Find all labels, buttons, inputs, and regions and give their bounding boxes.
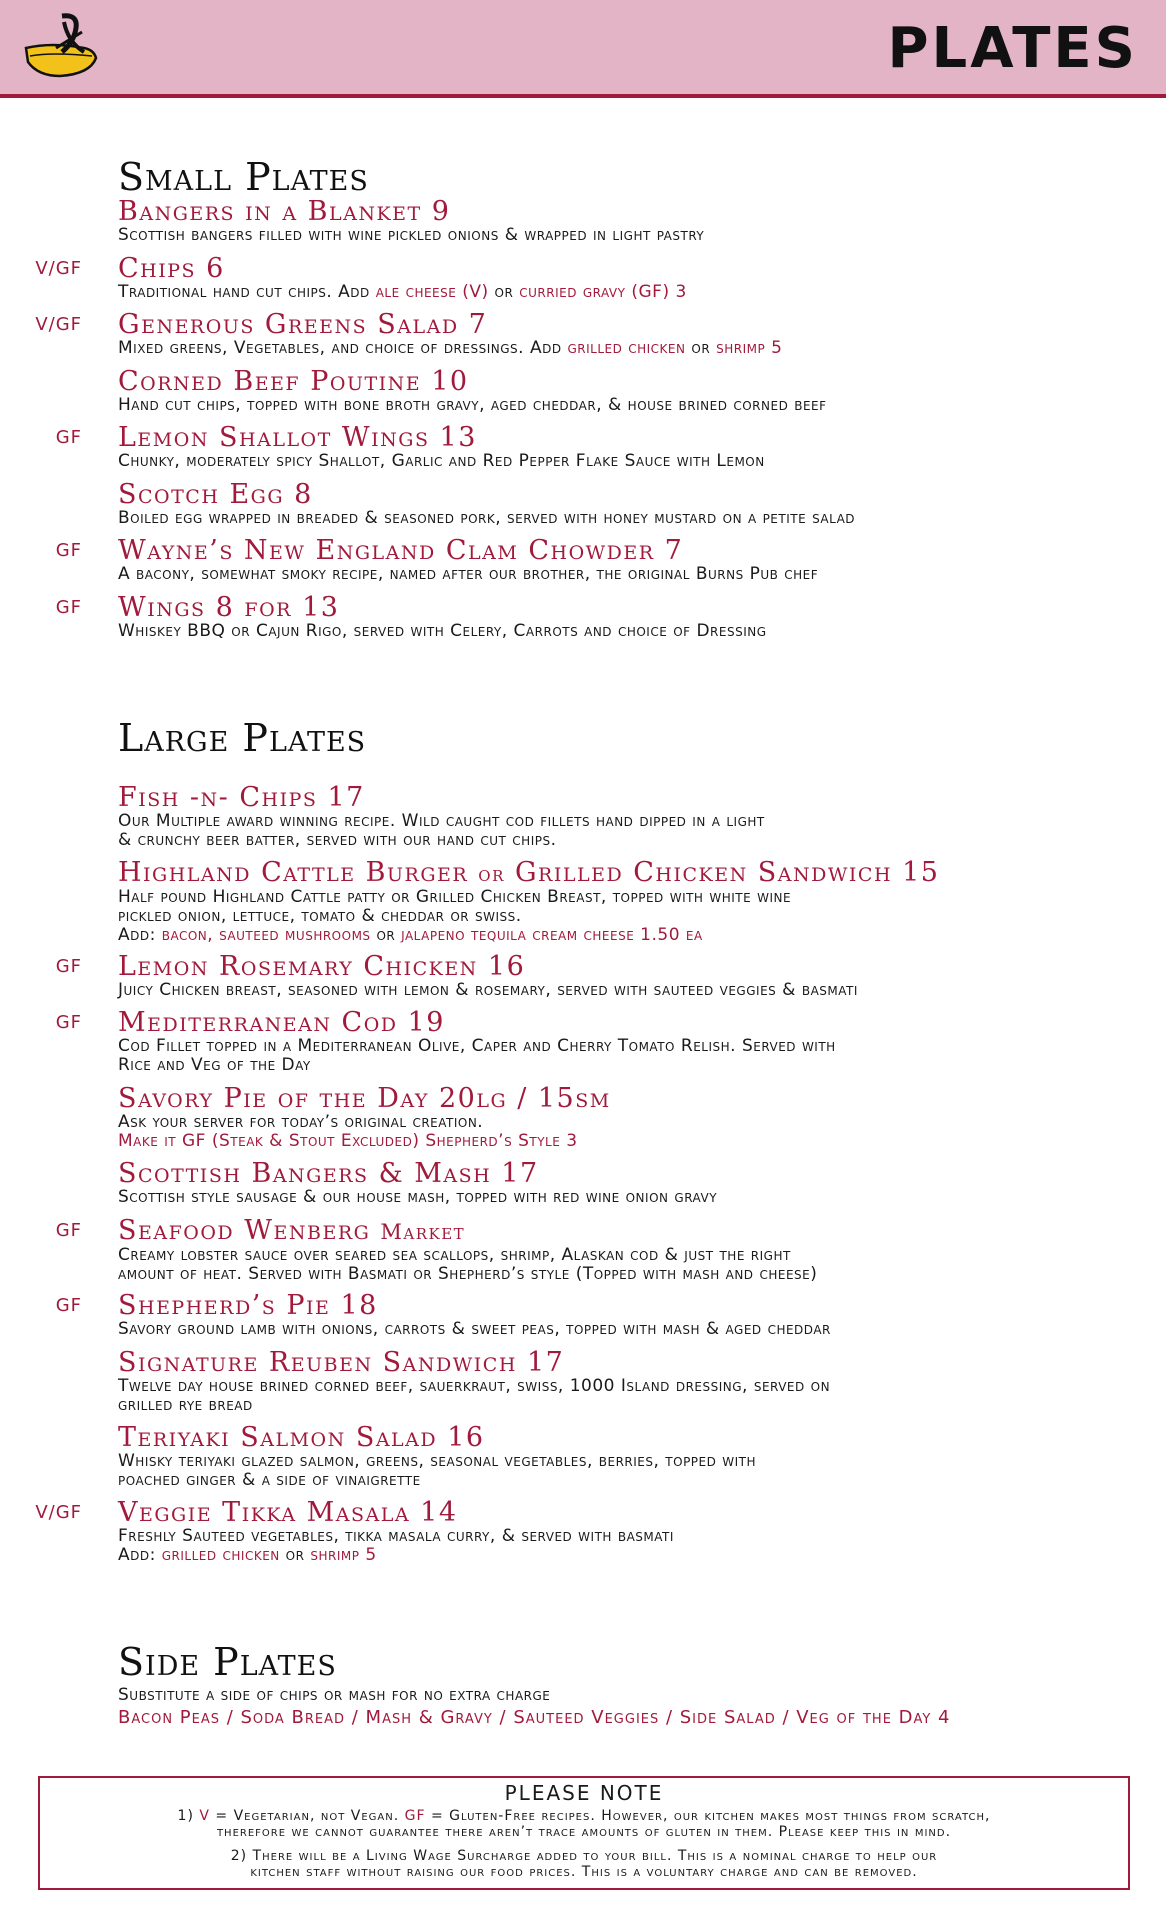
menu-item — [118, 198, 1148, 245]
item-description: grilled rye bread — [118, 1395, 253, 1415]
item-description: Our Multiple award winning recipe. Wild caught cod fillets hand dipped in a light — [118, 811, 765, 831]
item-name: Scotch Egg 8 — [118, 479, 313, 510]
menu-item — [55, 951, 1148, 1000]
item-description: & crunchy beer batter, served with our hand cut chips. — [118, 830, 557, 850]
menu-item — [35, 253, 1148, 302]
item-description: Juicy Chicken breast, seasoned with lemon & rosemary, served with sauteed veggies & basmati — [118, 980, 858, 1000]
item-description: amount of heat. Served with Basmati or Shepherd’s style (Topped with mash and cheese) — [118, 1264, 818, 1284]
menu-item — [35, 1497, 1148, 1565]
item-name: Fish -n- Chips 17 — [118, 782, 365, 813]
dietary-tag: V/GF — [35, 1502, 82, 1523]
side-plates-description: Substitute a side of chips or mash for no extra charge — [118, 1685, 551, 1705]
item-name: Lemon Rosemary Chicken 16 — [118, 951, 526, 982]
item-description: Whiskey BBQ or Cajun Rigo, served with Celery, Carrots and choice of Dressing — [118, 621, 767, 641]
dietary-tag: V/GF — [35, 314, 82, 335]
note-title: PLEASE NOTE — [504, 1781, 664, 1805]
item-description: Creamy lobster sauce over seared sea scallops, shrimp, Alaskan cod & just the right — [118, 1245, 791, 1265]
menu-item — [55, 535, 1148, 584]
item-name: Bangers in a Blanket 9 — [118, 196, 451, 227]
item-name: Wayne’s New England Clam Chowder 7 — [118, 535, 684, 566]
section-title-side-plates: Side Plates — [118, 1640, 337, 1684]
item-description: Half pound Highland Cattle patty or Grilled Chicken Breast, topped with white wine — [118, 887, 792, 907]
item-description: Mixed greens, Vegetables, and choice of dressings. Add grilled chicken or shrimp 5 — [118, 338, 783, 358]
menu-item — [118, 368, 1148, 415]
menu-item — [118, 1424, 1148, 1490]
item-description: Chunky, moderately spicy Shallot, Garlic and Red Pepper Flake Sauce with Lemon — [118, 451, 765, 471]
item-description: pickled onion, lettuce, tomato & cheddar or swiss. — [118, 906, 522, 926]
item-description: Scottish style sausage & our house mash, topped with red wine onion gravy — [118, 1187, 718, 1207]
item-name: Corned Beef Poutine 10 — [118, 366, 469, 397]
item-addons: Add: grilled chicken or shrimp 5 — [118, 1545, 377, 1565]
item-name: Wings 8 for 13 — [118, 592, 340, 623]
item-name: Scottish Bangers & Mash 17 — [118, 1158, 539, 1189]
note-paragraph-2: 2) There will be a Living Wage Surcharge added to your bill. This is a nominal charge to help our kitchen staff without raising our food prices. This is a voluntary charge and can be removed. — [230, 1848, 938, 1880]
item-description: poached ginger & a side of vinaigrette — [118, 1470, 421, 1490]
item-name: Generous Greens Salad 7 — [118, 309, 488, 340]
item-option: Make it GF (Steak & Stout Excluded) Shepherd’s Style 3 — [118, 1131, 578, 1151]
menu-item — [118, 1349, 1148, 1415]
side-plates-info — [118, 1686, 1148, 1729]
menu-item — [118, 784, 1148, 850]
item-description: Savory ground lamb with onions, carrots & sweet peas, topped with mash & aged cheddar — [118, 1319, 831, 1339]
page-title: PLATES — [887, 16, 1138, 81]
please-note-box — [38, 1776, 1130, 1890]
item-description: Freshly Sauteed vegetables, tikka masala curry, & served with basmati — [118, 1526, 674, 1546]
dietary-tag: GF — [55, 1220, 82, 1241]
menu-item — [35, 309, 1148, 358]
item-description: Twelve day house brined corned beef, sauerkraut, swiss, 1000 Island dressing, served on — [118, 1376, 831, 1396]
menu-item — [55, 592, 1148, 641]
dietary-tag: GF — [55, 540, 82, 561]
item-name: Savory Pie of the Day 20lg / 15sm — [118, 1083, 611, 1114]
horn-logo-icon — [22, 12, 102, 82]
item-name: Veggie Tikka Masala 14 — [118, 1497, 458, 1528]
menu-item — [118, 481, 1148, 528]
menu-item — [55, 422, 1148, 471]
item-name: Teriyaki Salmon Salad 16 — [118, 1422, 485, 1453]
dietary-tag: GF — [55, 1295, 82, 1316]
menu-item — [118, 1160, 1148, 1207]
header-divider — [0, 94, 1166, 98]
item-description: Boiled egg wrapped in breaded & seasoned pork, served with honey mustard on a petite salad — [118, 508, 856, 528]
item-description: Rice and Veg of the Day — [118, 1055, 311, 1075]
item-description: Hand cut chips, topped with bone broth gravy, aged cheddar, & house brined corned beef — [118, 395, 827, 415]
menu-item — [118, 859, 1148, 945]
item-description: Whisky teriyaki glazed salmon, greens, seasonal vegetables, berries, topped with — [118, 1451, 757, 1471]
item-description: A bacony, somewhat smoky recipe, named after our brother, the original Burns Pub chef — [118, 564, 819, 584]
item-description: Scottish bangers filled with wine pickled onions & wrapped in light pastry — [118, 225, 705, 245]
dietary-tag: V/GF — [35, 258, 82, 279]
menu-item — [55, 1215, 1148, 1284]
item-name: Seafood Wenberg Market — [118, 1215, 466, 1246]
item-description: Traditional hand cut chips. Add ale cheese (V) or curried gravy (GF) 3 — [118, 282, 687, 302]
side-plates-list: Bacon Peas / Soda Bread / Mash & Gravy / Sauteed Veggies / Side Salad / Veg of the Day 4 — [118, 1707, 951, 1728]
item-addons: Add: bacon, sauteed mushrooms or jalapeno tequila cream cheese 1.50 ea — [118, 925, 703, 945]
section-title-small-plates: Small Plates — [118, 155, 369, 199]
dietary-tag: GF — [55, 1012, 82, 1033]
menu-item — [55, 1290, 1148, 1339]
item-name: Signature Reuben Sandwich 17 — [118, 1347, 565, 1378]
dietary-tag: GF — [55, 956, 82, 977]
dietary-tag: GF — [55, 597, 82, 618]
item-name: Chips 6 — [118, 253, 225, 284]
item-description: Ask your server for today’s original creation. — [118, 1112, 484, 1132]
item-name: Highland Cattle Burger or Grilled Chicken Sandwich 15 — [118, 857, 940, 888]
item-name: Shepherd’s Pie 18 — [118, 1290, 378, 1321]
dietary-tag: GF — [55, 427, 82, 448]
menu-item — [118, 1085, 1148, 1151]
note-paragraph-1: 1) V = Vegetarian, not Vegan. GF = Gluten-Free recipes. However, our kitchen makes most things from scratch, therefore we cannot guarantee there aren’t trace amounts of gluten in them. Please keep this in mind. — [177, 1808, 991, 1840]
menu-item — [55, 1007, 1148, 1075]
item-name: Lemon Shallot Wings 13 — [118, 422, 477, 453]
section-title-large-plates: Large Plates — [118, 716, 367, 760]
item-description: Cod Fillet topped in a Mediterranean Olive, Caper and Cherry Tomato Relish. Served with — [118, 1036, 836, 1056]
item-name: Mediterranean Cod 19 — [118, 1007, 445, 1038]
